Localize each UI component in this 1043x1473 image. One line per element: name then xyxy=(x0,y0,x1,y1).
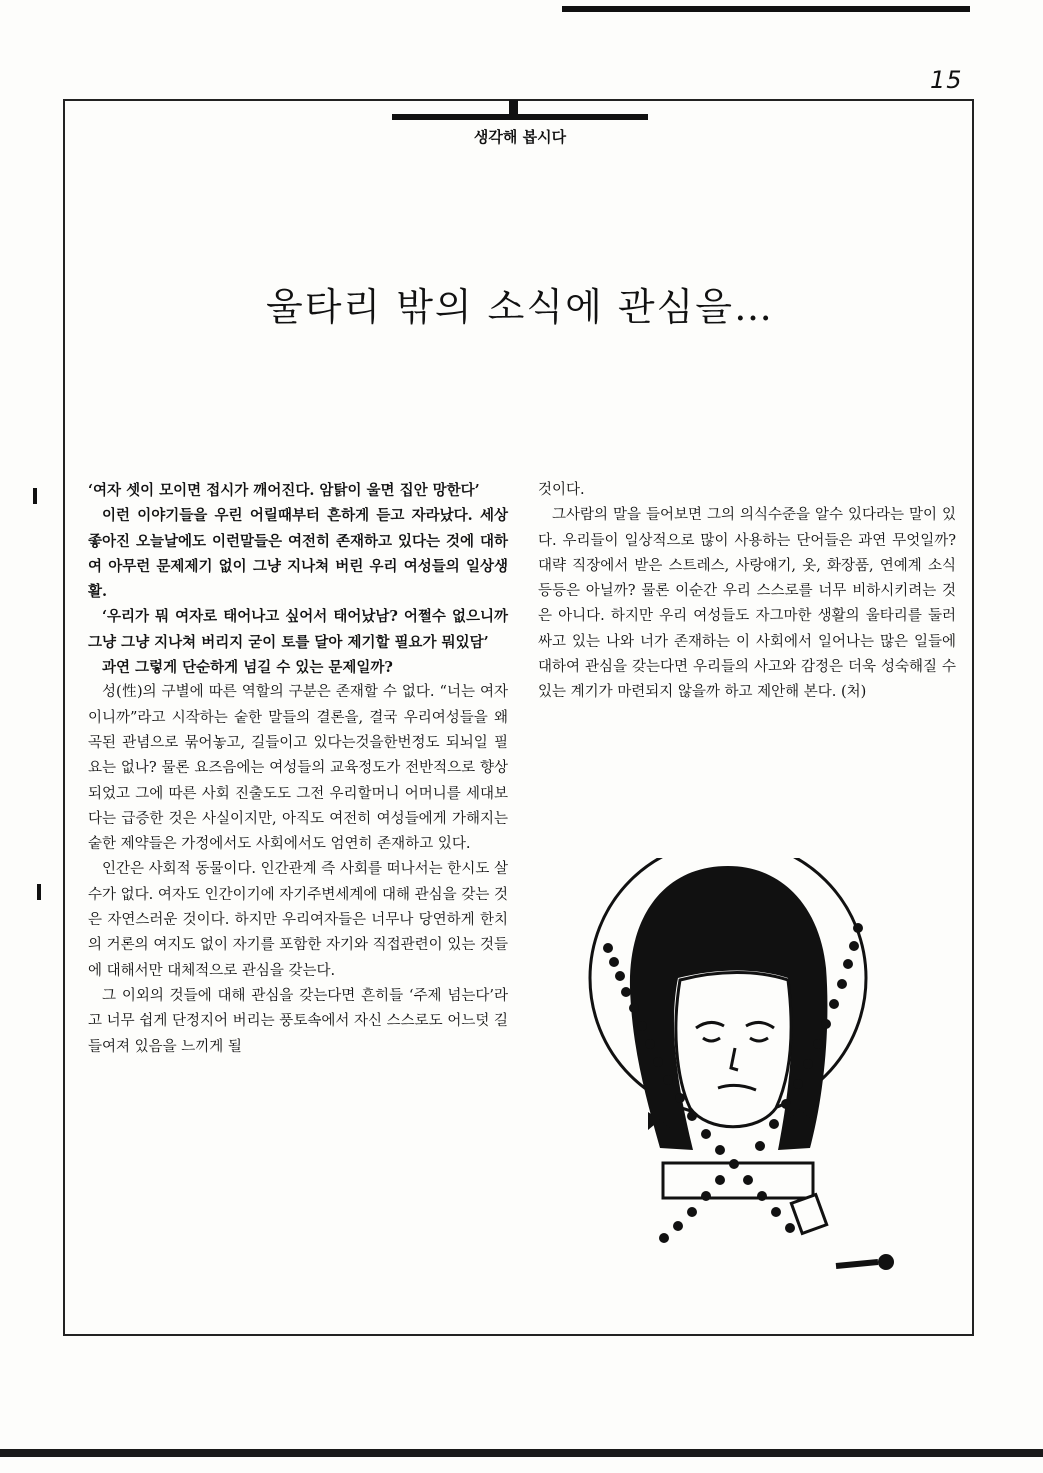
top-rule xyxy=(562,6,970,12)
paragraph: 이런 이야기들을 우린 어릴때부터 흔하게 듣고 자라났다. 세상 좋아진 오늘날에도 이런말들은 여전히 존재하고 있다는 것에 대하여 아무런 문제제기 없이 그냥 지나쳐 버린 우리 여성들의 일상생활. xyxy=(88,507,508,601)
paragraph: 그 이외의 것들에 대해 관심을 갖는다면 흔히들 ‘주제 넘는다’라고 너무 쉽게 단정지어 버리는 풍토속에서 자신 스스로도 어느덧 길들여져 있음을 느끼게 될 xyxy=(88,987,508,1055)
woman-in-bubble-illustration xyxy=(568,858,910,1272)
paragraph: 인간은 사회적 동물이다. 인간관계 즉 사회를 떠나서는 한시도 살수가 없다. 여자도 인간이기에 자기주변세계에 대해 관심을 갖는 것은 자연스러운 것이다. 하지만 우리여자들은 너무나 당연하게 한치의 거론의 여지도 없이 자기를 포함한 자기와 직접관련이 있는 것들에 대해서만 대체적으로 관심을 갖는다. xyxy=(88,861,508,979)
paragraph: 성(性)의 구별에 따른 역할의 구분은 존재할 수 없다. “너는 여자이니까”라고 시작하는 숱한 말들의 결론을, 결국 우리여성들을 왜곡된 관념으로 묶어놓고, 길들이고 있다는것을한번정도 되뇌일 필요는 없나? 물론 요즈음에는 여성들의 교육정도가 전반적으로 향상되었고 그에 따른 사회 진출도도 그전 우리할머니 어머니를 세대보다는 급증한 것은 사실이지만, 아직도 여전히 여성들에게 가해지는 숱한 제약들은 가정에서도 사회에서도 엄연히 존재하고 있다. xyxy=(88,684,508,853)
tag xyxy=(791,1195,826,1234)
paragraph: ‘여자 셋이 모이면 접시가 깨어진다. 암탉이 울면 집안 망한다’ xyxy=(88,482,480,499)
left-column xyxy=(88,478,508,1060)
section-label: 생각해 봅시다 xyxy=(473,128,567,146)
paragraph: ‘우리가 뭐 여자로 태어나고 싶어서 태어났남? 어쩔수 없으니까 그냥 그냥 지나쳐 버리지 굳이 토를 달아 제기할 필요가 뭐있담’ xyxy=(88,608,508,651)
paragraph: 과연 그렇게 단순하게 넘길 수 있는 문제일까? xyxy=(102,659,393,677)
key xyxy=(836,1262,878,1266)
right-column xyxy=(538,478,956,706)
paragraph: 그사람의 말을 들어보면 그의 의식수준을 알수 있다라는 말이 있다. 우리들이 일상적으로 많이 사용하는 단어들은 과연 무엇일까? 대략 직장에서 받은 스트레스, 사랑얘기, 옷, 화장품, 연예계 소식 등등은 아닐까? 물론 이순간 우리 스스로를 너무 비하시키려는 것은 아니다. 하지만 우리 여성들도 자그마한 생활의 울타리를 둘러싸고 있는 나와 너가 존재하는 이 사회에서 일어나는 많은 일들에 대하여 관심을 갖는다면 우리들의 사고와 감정은 더욱 성숙해질 수 있는 계기가 마련되지 않을까 하고 제안해 본다. (처) xyxy=(538,507,956,701)
article-title: 울타리 밖의 소식에 관심을… xyxy=(265,285,775,329)
paragraph: 것이다. xyxy=(538,482,585,498)
collar xyxy=(663,1163,813,1198)
header-bar xyxy=(392,114,648,120)
bottom-rule xyxy=(0,1449,1043,1457)
page-number: 15 xyxy=(930,66,963,94)
margin-mark xyxy=(37,884,41,900)
margin-mark xyxy=(33,488,37,504)
